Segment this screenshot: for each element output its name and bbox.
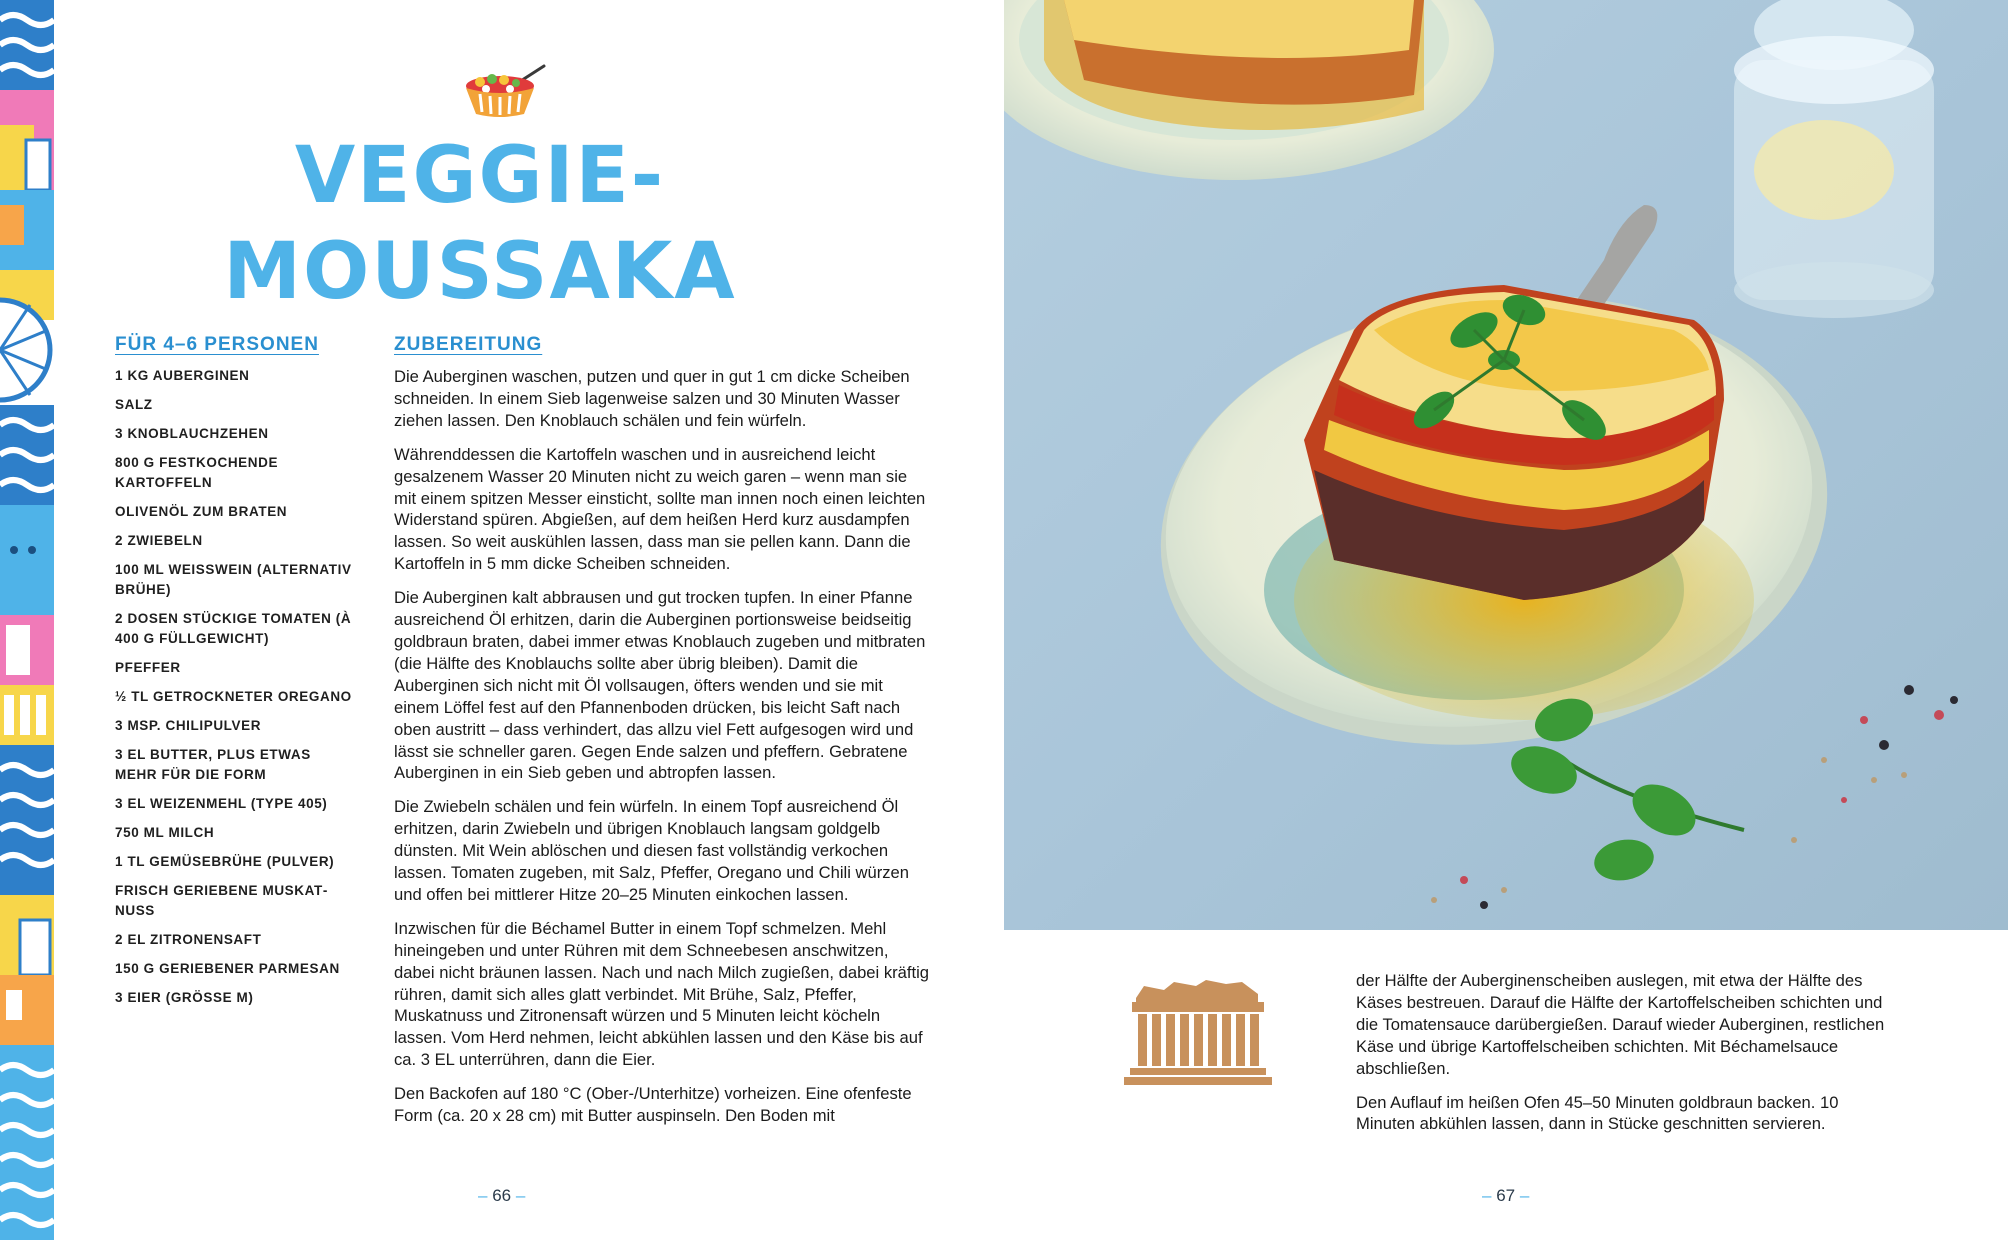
ingredients-heading: FÜR 4–6 PERSONEN xyxy=(115,334,319,355)
page-number-right xyxy=(1482,1186,1529,1206)
preparation-paragraph: Den Auflauf im heißen Ofen 45–50 Minuten goldbraun backen. 10 Minuten abkühlen lassen, dann in Stücke geschnitten servieren. xyxy=(1356,1092,1839,1134)
preparation-paragraph: Inzwischen für die Béchamel Butter in einem Topf schmelzen. Mehl hineingeben und unter Rühren mit dem Schneebesen anschwitzen, dabei nicht bräunen lassen. Nach und nach Milch zugießen, dabei kräftig rühren, damit sich alles glatt verbindet. Mit Brühe, Salz, Pfeffer, Muskatnuss und Zitronensaft würzen und 5 Minuten leicht köcheln lassen. Vom Herd nehmen, leicht abkühlen lassen und den Käse bis auf ca. 3 EL unterrühren, dann die Eier. xyxy=(394,918,930,1070)
ingredient-item: ½ TL GETROCKNETER OREGANO xyxy=(115,689,352,704)
ingredient-item: 1 TL GEMÜSEBRÜHE (PULVER) xyxy=(115,854,335,869)
preparation-column xyxy=(394,334,930,1139)
ingredient-item: 3 EL BUTTER, PLUS ETWAS MEHR FÜR DIE FORM xyxy=(115,747,311,782)
preparation-heading: ZUBEREITUNG xyxy=(394,334,543,355)
ingredient-item: 2 ZWIEBELN xyxy=(115,533,203,548)
ingredients-column xyxy=(115,334,355,1017)
ingredient-item: PFEFFER xyxy=(115,660,181,675)
ingredient-item: 3 EL WEIZENMEHL (TYPE 405) xyxy=(115,796,328,811)
preparation-paragraph: Währenddessen die Kartoffeln waschen und in ausreichend leicht gesalzenem Wasser 20 Minuten nicht zu weich garen – wenn man sie mit einem spitzen Messer einsticht, sollte man innen noch einen leichten Widerstand spüren. Abgießen, auf dem heißen Herd kurz ausdampfen lassen. So weit auskühlen lassen, dass man sie pellen kann. Dann die Kartoffeln in 5 mm dicke Scheiben schneiden. xyxy=(394,444,926,574)
ingredient-item: 3 EIER (GRÖSSE M) xyxy=(115,990,254,1005)
page-number-left xyxy=(478,1186,525,1206)
ingredient-item: 2 EL ZITRONENSAFT xyxy=(115,932,262,947)
ingredient-item: 1 KG AUBERGINEN xyxy=(115,368,250,383)
greek-temple-icon xyxy=(1124,980,1272,1086)
ingredient-item: OLIVENÖL ZUM BRATEN xyxy=(115,504,288,519)
page-number: 67 xyxy=(1496,1186,1516,1205)
ingredient-item: FRISCH GERIEBENE MUSKATNUSS xyxy=(115,883,328,918)
ingredient-item: 750 ML MILCH xyxy=(115,825,215,840)
ingredient-item: 150 G GERIEBENER PARMESAN xyxy=(115,961,340,976)
folio-dash: – xyxy=(511,1186,526,1205)
preparation-paragraph: Den Backofen auf 180 °C (Ober-/Unterhitze) vorheizen. Eine ofenfeste Form (ca. 20 x 28 cm) mit Butter auspinseln. Den Boden mit xyxy=(394,1084,912,1126)
preparation-continuation xyxy=(1356,970,1888,1147)
folio-dash: – xyxy=(478,1186,493,1205)
ingredient-item: SALZ xyxy=(115,397,153,412)
preparation-paragraph: der Hälfte der Auberginenscheiben auslegen, mit etwa der Hälfte des Käses bestreuen. Darauf die Hälfte der Kartoffelscheiben schichten und die Tomatensauce darübergießen. Darauf wieder Auberginen, restlichen Käse und übrige Kartoffelscheiben schichten. Mit Béchamelsauce abschließen. xyxy=(1356,971,1885,1078)
ingredients-list xyxy=(115,366,355,1008)
ingredient-item: 800 G FESTKOCHENDE KARTOFFELN xyxy=(115,455,279,490)
preparation-paragraph: Die Auberginen kalt abbrausen und gut trocken tupfen. In einer Pfanne ausreichend Öl erhitzen, darin die Auberginen portionsweise beidseitig goldbraun braten, dabei immer etwas Knoblauch zugeben und mitbraten (die Hälfte des Knoblauchs sollte aber übrig bleiben). Damit die Auberginen sich nicht mit Öl vollsaugen, öfters wenden und sie mit einem Löffel fest auf den Pfannenboden drücken, bis leicht Saft nach oben austritt – dass verhindert, das allzu viel Fett aufgesogen wird und lässt sie schneller garen. Gegen Ende salzen und pfeffern. Gebratene Auberginen in ein Sieb geben und abtropfen lassen. xyxy=(394,588,926,783)
salad-bowl-icon xyxy=(462,62,548,124)
preparation-paragraph: Die Auberginen waschen, putzen und quer in gut 1 cm dicke Scheiben schneiden. In einem Sieb lagenweise salzen und 30 Minuten Wasser ziehen lassen. Den Knoblauch schälen und fein würfeln. xyxy=(394,367,910,430)
ingredient-item: 3 KNOBLAUCHZEHEN xyxy=(115,426,269,441)
recipe-title: VEGGIE-MOUSSAKA xyxy=(223,131,737,317)
page-number: 66 xyxy=(492,1186,512,1205)
ingredient-item: 2 DOSEN STÜCKIGE TOMATEN (À 400 G FÜLLGEWICHT) xyxy=(115,611,352,646)
folio-dash: – xyxy=(1482,1186,1497,1205)
decorative-border-strip xyxy=(0,0,54,1240)
ingredient-item: 3 MSP. CHILIPULVER xyxy=(115,718,262,733)
ingredient-item: 100 ML WEISSWEIN (ALTERNATIV BRÜHE) xyxy=(115,562,352,597)
folio-dash: – xyxy=(1515,1186,1530,1205)
preparation-paragraph: Die Zwiebeln schälen und fein würfeln. In einem Topf ausreichend Öl erhitzen, darin Zwiebeln und übrigen Knoblauch langsam goldgelb dünsten. Mit Wein ablöschen und diesen fast vollständig verkochen lassen. Tomaten zugeben, mit Salz, Pfeffer, Oregano und Chili würzen und offen bei mittlerer Hitze 20–25 Minuten einkochen lassen. xyxy=(394,797,910,904)
moussaka-photo xyxy=(1004,0,2008,930)
